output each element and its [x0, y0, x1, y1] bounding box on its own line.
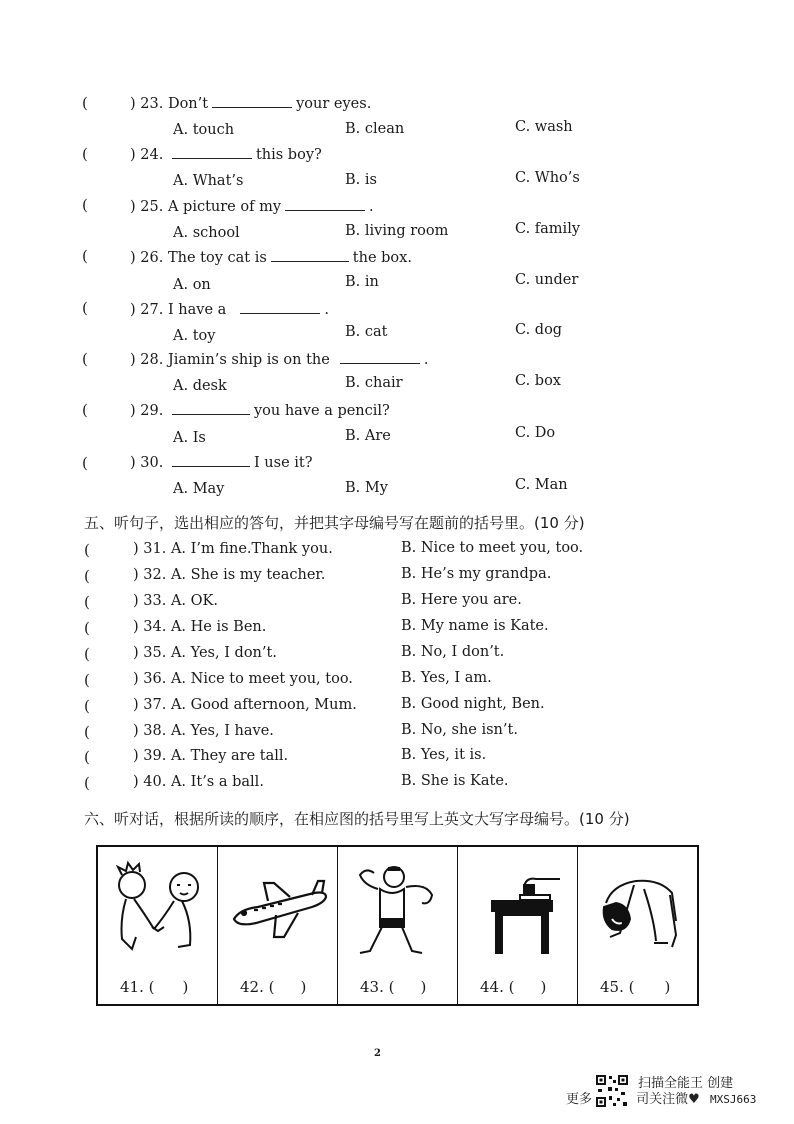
answer-paren[interactable]: (: [82, 454, 88, 472]
item-33: ) 33. A. OK.: [133, 593, 218, 609]
option-a: A. What’s: [173, 173, 244, 189]
answer-paren[interactable]: (: [82, 196, 88, 214]
footer-text-3: 司关注微♥: [636, 1092, 700, 1107]
option-b: B. No, she isn’t.: [401, 722, 518, 738]
desk-icon: [464, 855, 572, 965]
item-40: ) 40. A. It’s a ball.: [133, 774, 264, 790]
footer-text: 更多: [566, 1092, 593, 1107]
question-27: ) 27. I have a .: [130, 302, 329, 318]
option-b: B. chair: [345, 375, 403, 391]
option-c: C. dog: [515, 322, 563, 338]
picture-cell-43: [338, 847, 458, 1004]
option-b: B. living room: [345, 223, 449, 239]
picture-label-43[interactable]: 43. ( ): [360, 978, 427, 996]
answer-paren[interactable]: (: [84, 748, 90, 766]
item-37: ) 37. A. Good afternoon, Mum.: [133, 697, 357, 713]
picture-label-41[interactable]: 41. ( ): [120, 978, 189, 996]
picture-label-44[interactable]: 44. ( ): [480, 978, 547, 996]
picture-cell-44: [458, 847, 578, 1004]
option-b: B. No, I don’t.: [401, 644, 505, 660]
option-b: B. My name is Kate.: [401, 618, 549, 634]
option-a: A. school: [173, 225, 240, 241]
answer-paren[interactable]: (: [82, 401, 88, 419]
option-a: A. touch: [173, 122, 235, 138]
item-35: ) 35. A. Yes, I don’t.: [133, 645, 277, 661]
question-29: ) 29. you have a pencil?: [130, 403, 390, 419]
option-b: B. Yes, it is.: [401, 747, 487, 763]
item-34: ) 34. A. He is Ben.: [133, 619, 267, 635]
item-36: ) 36. A. Nice to meet you, too.: [133, 671, 353, 687]
option-b: B. He’s my grandpa.: [401, 566, 552, 582]
answer-paren[interactable]: (: [82, 94, 88, 112]
option-b: B. My: [345, 480, 388, 496]
picture-cell-41: [98, 847, 218, 1004]
answer-paren[interactable]: (: [84, 645, 90, 663]
answer-paren[interactable]: (: [84, 541, 90, 559]
option-c: C. Who’s: [515, 170, 580, 186]
option-b: B. clean: [345, 121, 405, 137]
answer-paren[interactable]: (: [84, 723, 90, 741]
option-b: B. is: [345, 172, 377, 188]
option-a: A. on: [173, 277, 211, 293]
option-b: B. Yes, I am.: [401, 670, 492, 686]
option-a: A. desk: [173, 378, 227, 394]
option-a: A. toy: [173, 328, 216, 344]
option-c: C. Do: [515, 425, 556, 441]
option-b: B. Nice to meet you, too.: [401, 540, 584, 556]
section-5-title: 五、听句子，选出相应的答句，并把其字母编号写在题前的括号里。(10 分): [84, 514, 585, 532]
answer-paren[interactable]: (: [82, 299, 88, 317]
answer-paren[interactable]: (: [82, 350, 88, 368]
option-c: C. under: [515, 272, 579, 288]
item-31: ) 31. A. I’m fine.Thank you.: [133, 541, 333, 557]
option-c: C. family: [515, 221, 581, 237]
item-38: ) 38. A. Yes, I have.: [133, 723, 274, 739]
bending-girl-icon: [584, 855, 692, 965]
answer-paren[interactable]: (: [84, 774, 90, 792]
picture-label-45[interactable]: 45. ( ): [600, 978, 671, 996]
option-b: B. in: [345, 274, 379, 290]
question-24: ) 24. this boy?: [130, 147, 322, 163]
question-30: ) 30. I use it?: [130, 455, 313, 471]
question-23: ) 23. Don’t your eyes.: [130, 96, 372, 112]
option-c: C. box: [515, 373, 561, 389]
option-b: B. cat: [345, 324, 388, 340]
option-a: A. May: [173, 481, 225, 497]
option-b: B. Are: [345, 428, 391, 444]
question-25: ) 25. A picture of my .: [130, 199, 374, 215]
answer-paren[interactable]: (: [82, 247, 88, 265]
answer-paren[interactable]: (: [84, 593, 90, 611]
answer-paren[interactable]: (: [84, 567, 90, 585]
picture-cell-45: [578, 847, 697, 1004]
page-number: 2: [374, 1048, 381, 1059]
picture-table: [96, 845, 699, 1006]
strongman-icon: [344, 855, 452, 965]
option-b: B. Good night, Ben.: [401, 696, 545, 712]
answer-paren[interactable]: (: [84, 671, 90, 689]
question-28: ) 28. Jiamin’s ship is on the .: [130, 352, 429, 368]
picture-cell-42: [218, 847, 338, 1004]
scanner-brand: 扫描全能王 创建: [638, 1076, 734, 1091]
question-26: ) 26. The toy cat is the box.: [130, 250, 412, 266]
option-c: C. Man: [515, 477, 568, 493]
item-39: ) 39. A. They are tall.: [133, 748, 289, 764]
option-b: B. Here you are.: [401, 592, 522, 608]
picture-label-42[interactable]: 42. ( ): [240, 978, 307, 996]
option-c: C. wash: [515, 119, 573, 135]
option-b: B. She is Kate.: [401, 773, 509, 789]
option-a: A. Is: [173, 430, 206, 446]
airplane-icon: [224, 855, 332, 965]
answer-paren[interactable]: (: [82, 145, 88, 163]
section-6-title: 六、听对话，根据所读的顺序，在相应图的括号里写上英文大写字母编号。(10 分): [84, 810, 630, 828]
answer-paren[interactable]: (: [84, 697, 90, 715]
answer-paren[interactable]: (: [84, 619, 90, 637]
item-32: ) 32. A. She is my teacher.: [133, 567, 326, 583]
handshake-icon: [104, 855, 212, 965]
footer-code: MXSJ663: [709, 1093, 757, 1106]
